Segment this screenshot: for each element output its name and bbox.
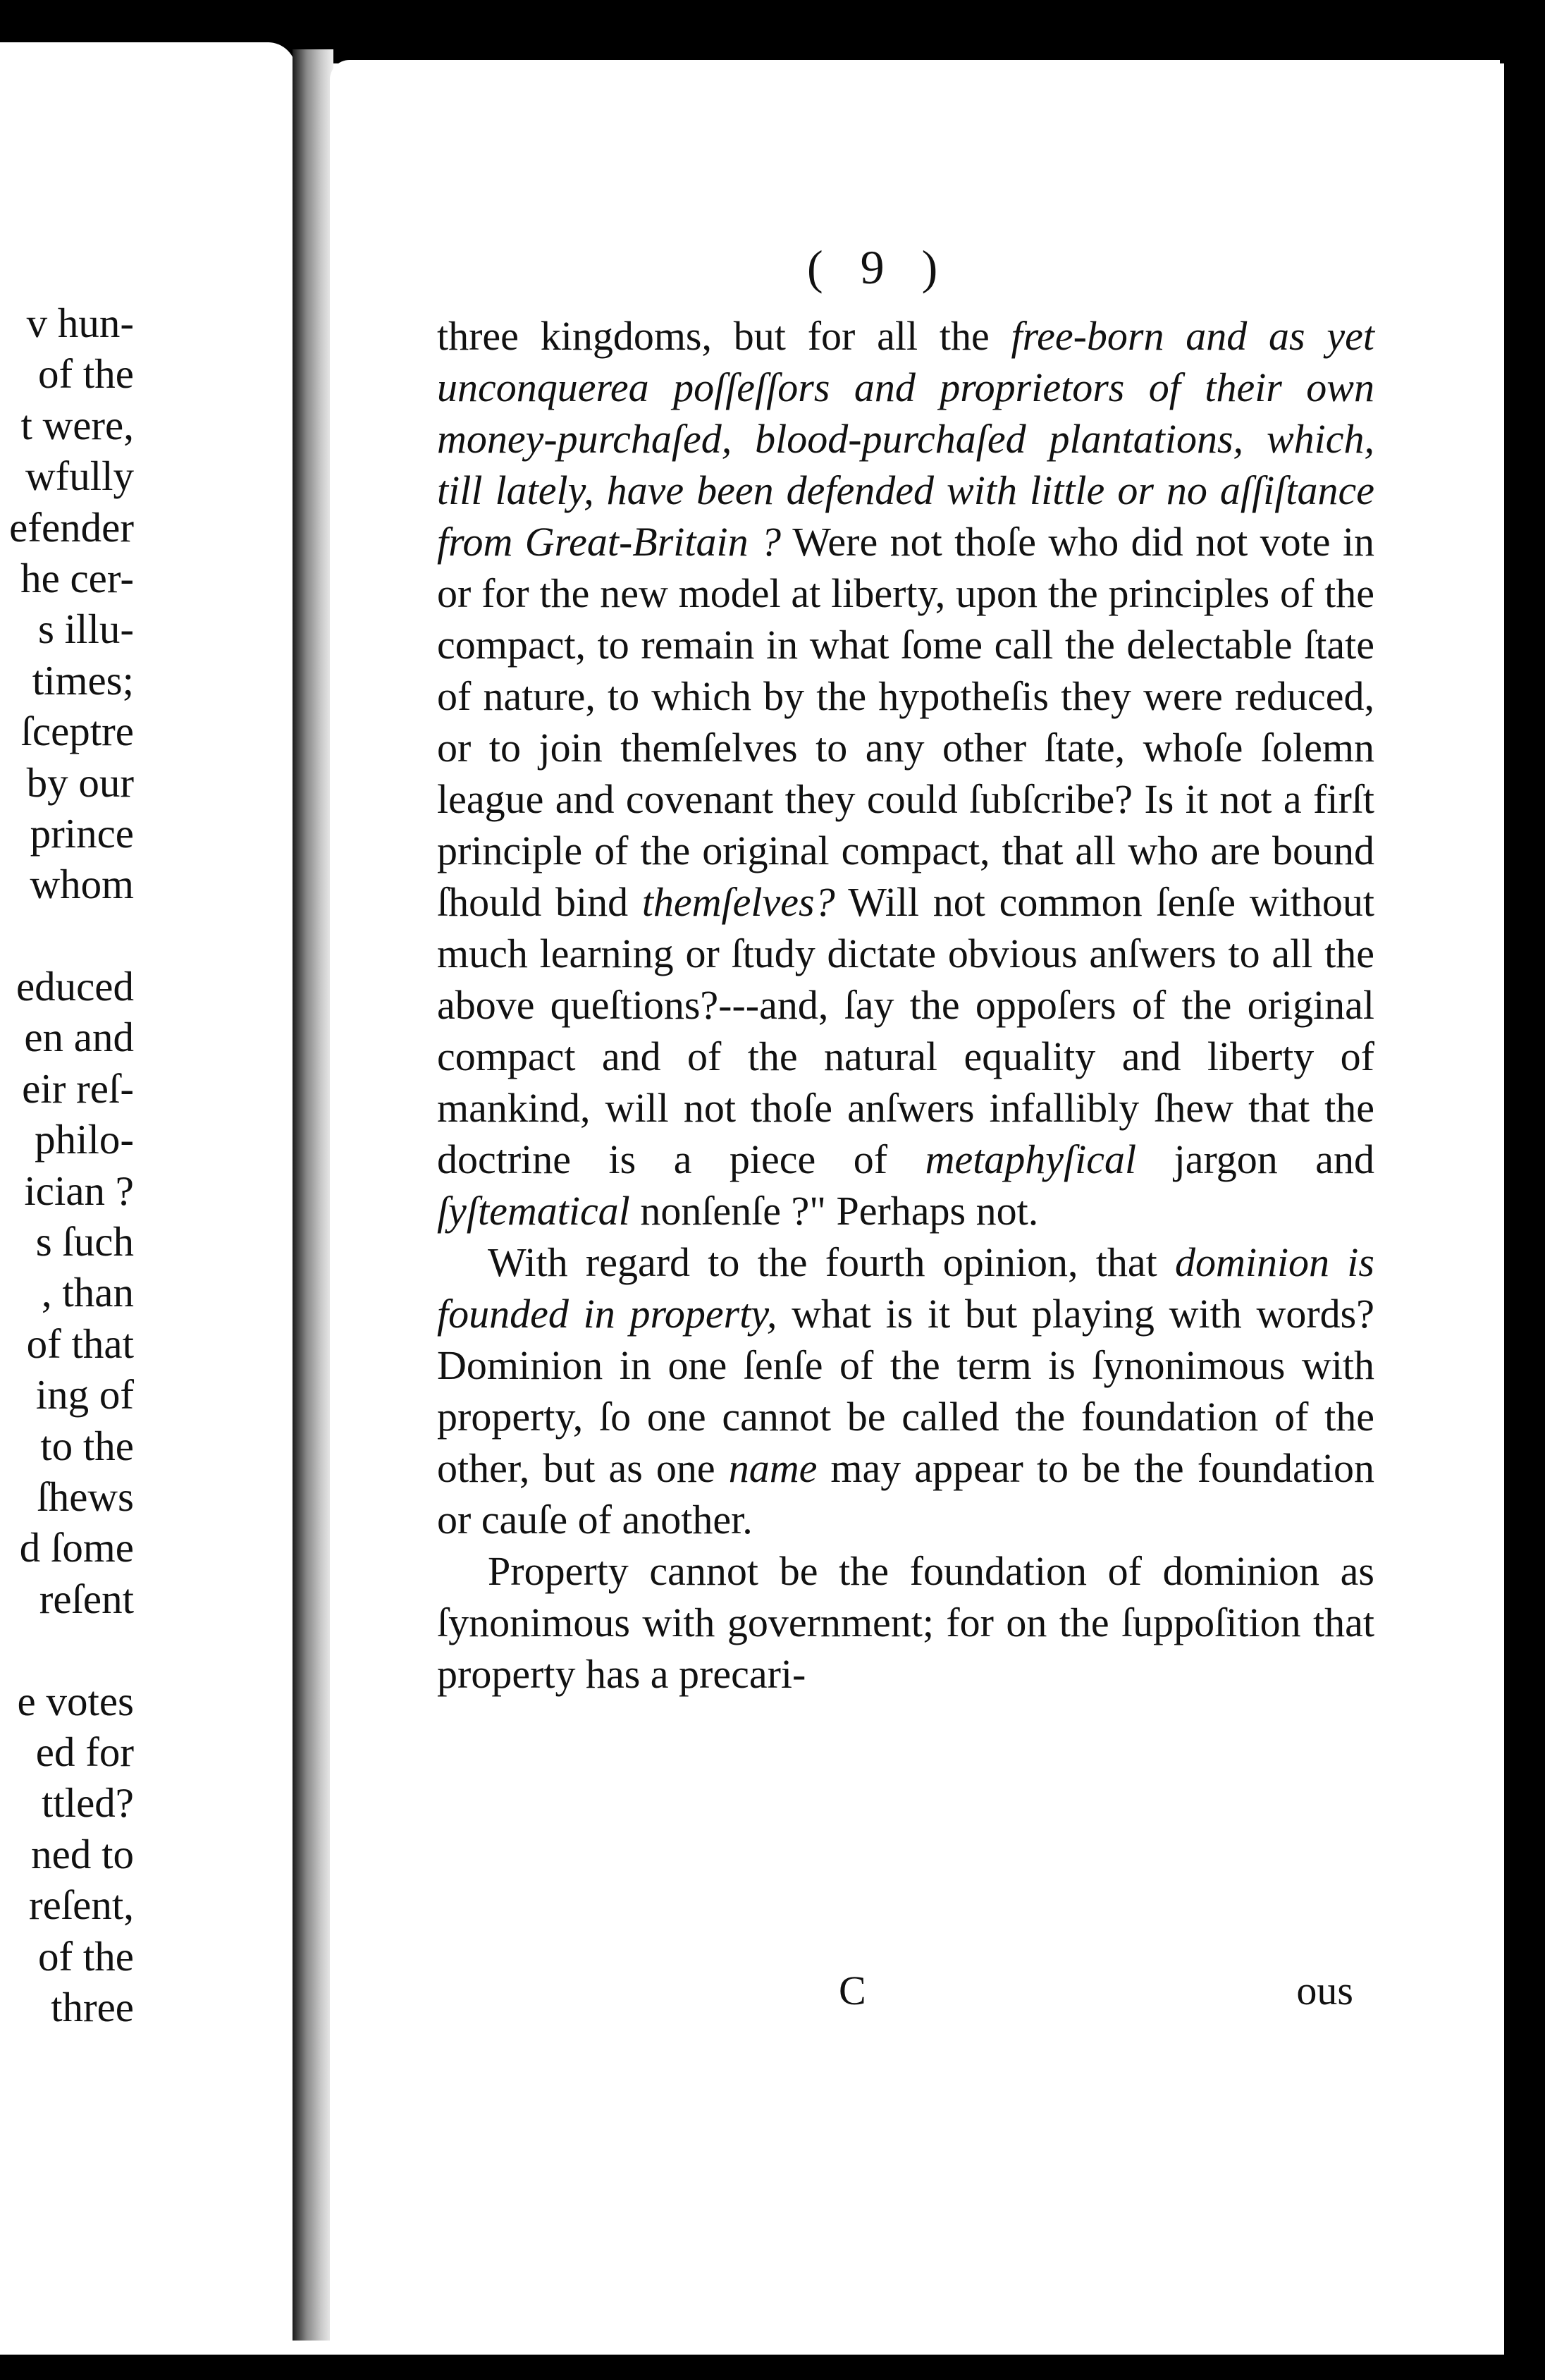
italic-run: free-born and as yet unconquerea poſſeſſors and proprietors of their own money-purchaſed, blood-purchaſed plantations, which, till lately, have been defended with little or no aſſiſtance from Great-Britain ? xyxy=(437,313,1374,565)
left-page xyxy=(0,42,296,2341)
left-page-line: ed for xyxy=(35,1728,134,1775)
left-page-line: , than xyxy=(41,1269,134,1316)
left-page-line: d ſome xyxy=(19,1524,134,1571)
left-page-text-fragments xyxy=(0,298,134,2032)
left-page-line: e votes xyxy=(17,1677,134,1724)
left-page-line: of the xyxy=(38,1932,134,1980)
italic-run: ſyſtematical xyxy=(437,1188,630,1234)
text-run: Will not common ſenſe without much learning or ſtudy dictate obvious anſwers to all the above queſtions?---and, ſay the oppoſers of the original compact and of the natural equality and liberty of mankind, will not thoſe anſwers infallibly ſhew that the doctrine is a piece of xyxy=(437,879,1374,1182)
left-page-line xyxy=(0,910,134,961)
left-page-line: ttled? xyxy=(41,1779,134,1827)
text-run: nonſenſe ?" Perhaps not. xyxy=(629,1188,1039,1234)
body-text xyxy=(437,310,1374,1700)
left-page-line: v hun- xyxy=(26,300,134,346)
book-gutter xyxy=(293,49,333,2341)
paragraph-2 xyxy=(437,1237,1374,1545)
text-run: jargon and xyxy=(1136,1136,1374,1182)
left-page-line: of that xyxy=(26,1320,134,1367)
left-page-line: efender xyxy=(9,503,134,551)
italic-run: themſelves? xyxy=(641,879,835,925)
text-run: Were not thoſe who did not vote in or for the new model at liberty, upon the principles of the compact, to remain in what ſome call the delectable ſtate of nature, to which by the hypotheſis they were reduced, or to join themſelves to any other ſtate, whoſe ſolemn league and covenant they could ſubſcribe? Is it not a firſt principle of the original compact, that all who are bound ſhould bind xyxy=(437,519,1374,925)
paragraph-1 xyxy=(437,310,1374,1237)
left-page-line: ing of xyxy=(35,1371,134,1418)
italic-run: metaphyſical xyxy=(925,1136,1137,1182)
left-page-line: wfully xyxy=(25,453,134,500)
left-page-line: educed xyxy=(16,963,134,1010)
italic-run: dominion is founded in property, xyxy=(437,1239,1374,1337)
scan-bottom-edge xyxy=(0,2355,1545,2380)
left-page-line xyxy=(0,1624,134,1675)
left-page-line: reſent xyxy=(39,1575,134,1622)
text-run: what is it but playing with words? Dominion in one ſenſe of the term is ſynonimous with property, ſo one cannot be called the foundation of the other, but as one xyxy=(437,1291,1374,1491)
text-run: three kingdoms, but for all the xyxy=(437,313,1011,359)
left-page-line: times; xyxy=(32,656,134,704)
paragraph-3 xyxy=(437,1545,1374,1700)
left-page-line: philo- xyxy=(35,1116,134,1163)
left-page-line: by our xyxy=(26,759,134,806)
signature-mark: C xyxy=(839,1968,866,2013)
left-page-line: prince xyxy=(30,809,134,857)
left-page-line: he cer- xyxy=(20,554,134,601)
left-page-line: eir reſ- xyxy=(22,1065,134,1112)
left-page-line: t were, xyxy=(20,401,134,448)
left-page-line: s ſuch xyxy=(35,1218,134,1265)
page-number: ( 9 ) xyxy=(807,240,951,294)
italic-run: name xyxy=(728,1445,818,1491)
left-page-line: to the xyxy=(40,1422,134,1469)
left-page-line: whom xyxy=(30,861,134,908)
catchword: ous xyxy=(1296,1968,1353,2013)
left-page-line: s illu- xyxy=(37,606,134,653)
left-page-line: reſent, xyxy=(28,1882,134,1929)
scan-right-edge xyxy=(1504,0,1545,2380)
left-page-line: ſceptre xyxy=(20,708,134,755)
left-page-line: ician ? xyxy=(24,1167,134,1214)
text-run: may appear to be the foundation or cauſe of another. xyxy=(437,1445,1374,1542)
left-page-line: en and xyxy=(24,1014,134,1061)
left-page-line: of the xyxy=(38,350,134,398)
text-run: With regard to the fourth opinion, that xyxy=(488,1239,1175,1285)
left-page-line: ned to xyxy=(31,1830,134,1877)
left-page-line: ſhews xyxy=(37,1473,134,1520)
left-page-line: three xyxy=(51,1983,134,2030)
text-run: Property cannot be the foundation of dominion as ſynonimous with government; for on the ſuppoſition that property has a precari- xyxy=(437,1548,1374,1697)
catchline xyxy=(437,1967,1374,2023)
